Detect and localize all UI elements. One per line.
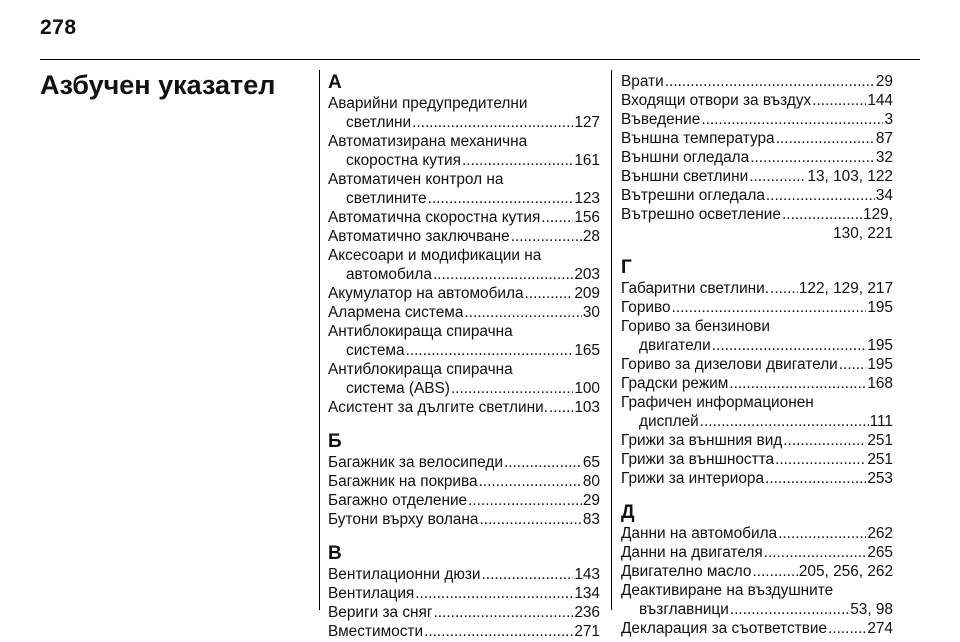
index-page-ref: 29 [582,492,600,509]
index-entry-term: Грижи за външния вид [621,432,783,449]
dot-leader [412,113,573,132]
dot-leader [428,189,574,208]
index-entry [621,374,893,393]
index-entry-term: Багажно отделение [328,492,468,509]
index-page-ref: 13, 103, 122 [807,168,893,185]
index-entry [621,317,893,355]
index-entry-row [328,227,600,246]
dot-leader [482,565,574,584]
index-entry-row [328,151,600,170]
index-entry-term: Алармена система [328,304,464,321]
index-entry-row [621,374,893,393]
dot-leader [479,510,581,529]
index-page-ref: 205, 256, 262 [798,563,893,580]
index-page-ref: 111 [869,413,893,430]
index-entry [621,431,893,450]
index-page-ref: 262 [867,525,893,542]
index-page-ref: 195 [867,337,893,354]
index-entry-row [621,148,893,167]
index-entry-row [621,412,893,431]
index-entry [621,186,893,205]
index-entry [621,393,893,431]
index-entry-term: Автоматично заключване [328,228,510,245]
index-entry [328,622,600,641]
section-title: Азбучен указател [40,70,276,100]
index-entry-row [328,584,600,603]
index-entry [328,472,600,491]
index-entry-row [621,600,893,619]
dot-leader [828,619,866,638]
dot-leader [541,208,573,227]
dot-leader [775,450,866,469]
index-letter-heading: Г [621,257,632,278]
index-page-ref: 53, 98 [850,601,893,618]
dot-leader [839,355,867,374]
index-entry-text: Аксесоари и модификации на [328,247,542,264]
index-entry-row [621,205,893,224]
index-entry-row [621,562,893,581]
index-entry [328,453,600,472]
index-entry-row [621,91,893,110]
index-page-ref: 80 [582,473,600,490]
dot-leader [462,151,573,170]
index-entry-row [621,543,893,562]
index-entry [328,132,600,170]
dot-leader [479,472,582,491]
dot-leader [424,622,573,641]
index-page-ref: 87 [875,130,893,147]
index-entry-term: Бутони върху волана [328,511,479,528]
index-entry-row [621,524,893,543]
dot-leader [451,379,573,398]
index-page-ref: 236 [574,604,600,621]
index-entry [621,205,893,243]
index-entry-row [328,398,600,417]
index-entry-term: Вентилационни дюзи [328,566,481,583]
dot-leader [783,431,866,450]
index-entry-term: скоростна кутия [346,152,461,169]
index-page-ref: 34 [875,187,893,204]
index-entry-row [328,472,600,491]
index-entry-term: система [346,342,405,359]
index-entry-row [621,431,893,450]
index-page-ref: 251 [867,451,893,468]
index-entry [328,603,600,622]
index-page-ref: 134 [574,585,600,602]
index-entry [621,279,893,298]
index-entry-term: Грижи за интериора [621,470,765,487]
index-entry-row [328,510,600,529]
index-entry-row [621,336,893,355]
index-entry-row [621,619,893,638]
index-entry-term: Вериги за сняг [328,604,433,621]
index-page-ref: 165 [574,342,600,359]
index-entry-term: Данни на автомобила [621,525,778,542]
index-entry-term: Гориво [621,299,671,316]
index-letter-heading: А [328,72,342,93]
index-entry [621,619,893,638]
dot-leader [406,341,574,360]
dot-leader [782,205,862,224]
index-entry [621,298,893,317]
dot-leader [549,398,573,417]
index-page-ref: 156 [574,209,600,226]
index-entry [621,129,893,148]
index-page-ref: 195 [867,356,893,373]
index-page-ref: 32 [875,149,893,166]
dot-leader [525,284,574,303]
index-page-ref: 251 [867,432,893,449]
index-entry-row [621,129,893,148]
index-entry-text: Антиблокираща спирачна [328,361,513,378]
index-page-ref: 3 [884,111,893,128]
index-entry [328,360,600,398]
index-entry [621,110,893,129]
index-entry [621,450,893,469]
dot-leader [665,72,875,91]
dot-leader [504,453,582,472]
index-entry [621,562,893,581]
index-entry-term: двигатели [639,337,711,354]
dot-leader [729,374,866,393]
index-entry-term: Въведение [621,111,701,128]
index-entry-term: Автоматична скоростна кутия [328,209,541,226]
index-entry-term: Данни на двигателя [621,544,763,561]
index-entry-term: Габаритни светлини. [621,280,770,297]
index-page-ref: 103 [574,399,600,416]
index-entry [621,72,893,91]
index-entry-row [328,565,600,584]
index-page-ref: 28 [582,228,600,245]
index-entry-row [621,72,893,91]
column-divider-right [611,70,612,610]
column-divider-left [319,70,320,610]
index-entry-row [328,341,600,360]
index-page-ref: 123 [574,190,600,207]
index-entry-row [621,279,893,298]
page-number: 278 [40,16,77,39]
index-entry [621,524,893,543]
dot-leader [730,600,849,619]
index-page-ref: 127 [574,114,600,131]
index-page-ref: 129, [863,206,893,223]
index-page-ref: 122, 129, 217 [798,280,893,297]
dot-leader [778,524,866,543]
index-entry-text: Антиблокираща спирачна [328,323,513,340]
index-page-ref-continuation: 130, 221 [833,225,893,242]
index-column-2 [621,72,893,638]
index-entry-row [621,110,893,129]
index-entry-term: дисплей [639,413,699,430]
index-entry-text: Гориво за бензинови [621,318,770,335]
dot-leader [464,303,581,322]
dot-leader [415,584,573,603]
index-entry-text: Аварийни предупредителни [328,95,528,112]
dot-leader [434,603,574,622]
index-entry-term: Гориво за дизелови двигатели [621,356,838,373]
index-entry [328,398,600,417]
dot-leader [776,129,875,148]
dot-leader [766,186,875,205]
index-letter-heading: Б [328,431,342,452]
index-entry-term: Вътрешни огледала [621,187,765,204]
dot-leader [511,227,582,246]
dot-leader [764,543,867,562]
index-page-ref: 100 [574,380,600,397]
index-entry-row [621,355,893,374]
index-entry [328,170,600,208]
index-entry-term: Външни светлини [621,168,749,185]
index-entry-term: автомобила [346,266,432,283]
index-entry-term: Вътрешно осветление [621,206,781,223]
index-entry-text: Графичен информационен [621,394,814,411]
index-page-ref: 271 [574,623,600,640]
index-entry-term: Вместимости [328,623,424,640]
index-entry-row [621,167,893,186]
index-entry-row [621,450,893,469]
index-entry [328,284,600,303]
index-entry-term: Декларация за съответствие [621,620,828,637]
index-page-ref: 83 [582,511,600,528]
index-entry-row [328,603,600,622]
index-entry [328,246,600,284]
index-page-ref: 143 [574,566,600,583]
index-entry-term: Входящи отвори за въздух [621,92,812,109]
index-page-ref: 274 [867,620,893,637]
index-entry-row [328,284,600,303]
index-letter-heading: Д [621,502,635,523]
index-entry-row [328,453,600,472]
index-entry-row [328,622,600,641]
index-entry-row [328,113,600,132]
index-page-ref: 65 [582,454,600,471]
index-entry [328,94,600,132]
index-entry-term: Асистент за дългите светлини. [328,399,548,416]
index-entry-row [328,303,600,322]
dot-leader [765,469,866,488]
index-entry [328,208,600,227]
dot-leader [700,412,869,431]
index-page-ref: 253 [867,470,893,487]
index-entry-row [328,208,600,227]
index-entry-term: система (ABS) [346,380,450,397]
index-column-1 [328,72,600,641]
index-entry [328,491,600,510]
index-entry [328,303,600,322]
index-entry-term: Багажник на покрива [328,473,478,490]
index-entry [621,91,893,110]
dot-leader [701,110,883,129]
index-entry-text: Деактивиране на въздушните [621,582,834,599]
index-entry [621,355,893,374]
index-entry-term: Врати [621,73,664,90]
dot-leader [770,279,798,298]
index-entry-row [328,189,600,208]
index-page-ref: 209 [574,285,600,302]
header-rule [40,59,920,60]
index-entry-term: Вентилация [328,585,415,602]
index-entry-row [328,379,600,398]
dot-leader [752,562,797,581]
index-entry-text: Автоматичен контрол на [328,171,504,188]
index-entry [621,581,893,619]
index-page-ref: 30 [582,304,600,321]
index-entry [328,322,600,360]
dot-leader [750,148,875,167]
index-page-ref: 203 [574,266,600,283]
dot-leader [812,91,866,110]
index-entry [328,584,600,603]
index-entry-row [621,469,893,488]
index-entry-term: Външни огледала [621,149,750,166]
index-page-ref: 195 [867,299,893,316]
index-entry [328,227,600,246]
index-entry-term: Външна температура [621,130,775,147]
dot-leader [749,167,806,186]
index-page-ref: 265 [867,544,893,561]
index-entry [328,565,600,584]
index-page-ref: 29 [875,73,893,90]
index-entry-term: Багажник за велосипеди [328,454,503,471]
index-entry-term: възглавници [639,601,729,618]
index-page-ref: 161 [574,152,600,169]
dot-leader [712,336,867,355]
index-entry-text: Автоматизирана механична [328,133,528,150]
index-entry-term: Двигателно масло [621,563,752,580]
index-entry-term: светлини [346,114,412,131]
index-entry-row [328,491,600,510]
index-letter-heading: В [328,543,342,564]
index-page-ref: 144 [867,92,893,109]
index-entry [621,469,893,488]
index-entry-row [621,186,893,205]
index-entry [328,510,600,529]
index-entry-term: Градски режим [621,375,729,392]
dot-leader [433,265,573,284]
index-page-ref: 168 [867,375,893,392]
index-entry-term: Акумулатор на автомобила [328,285,524,302]
dot-leader [672,298,867,317]
index-entry [621,543,893,562]
index-entry-term: светлините [346,190,427,207]
dot-leader [468,491,582,510]
index-entry-row [621,298,893,317]
index-entry [621,148,893,167]
index-entry [621,167,893,186]
index-entry-term: Грижи за външността [621,451,775,468]
index-entry-row [328,265,600,284]
